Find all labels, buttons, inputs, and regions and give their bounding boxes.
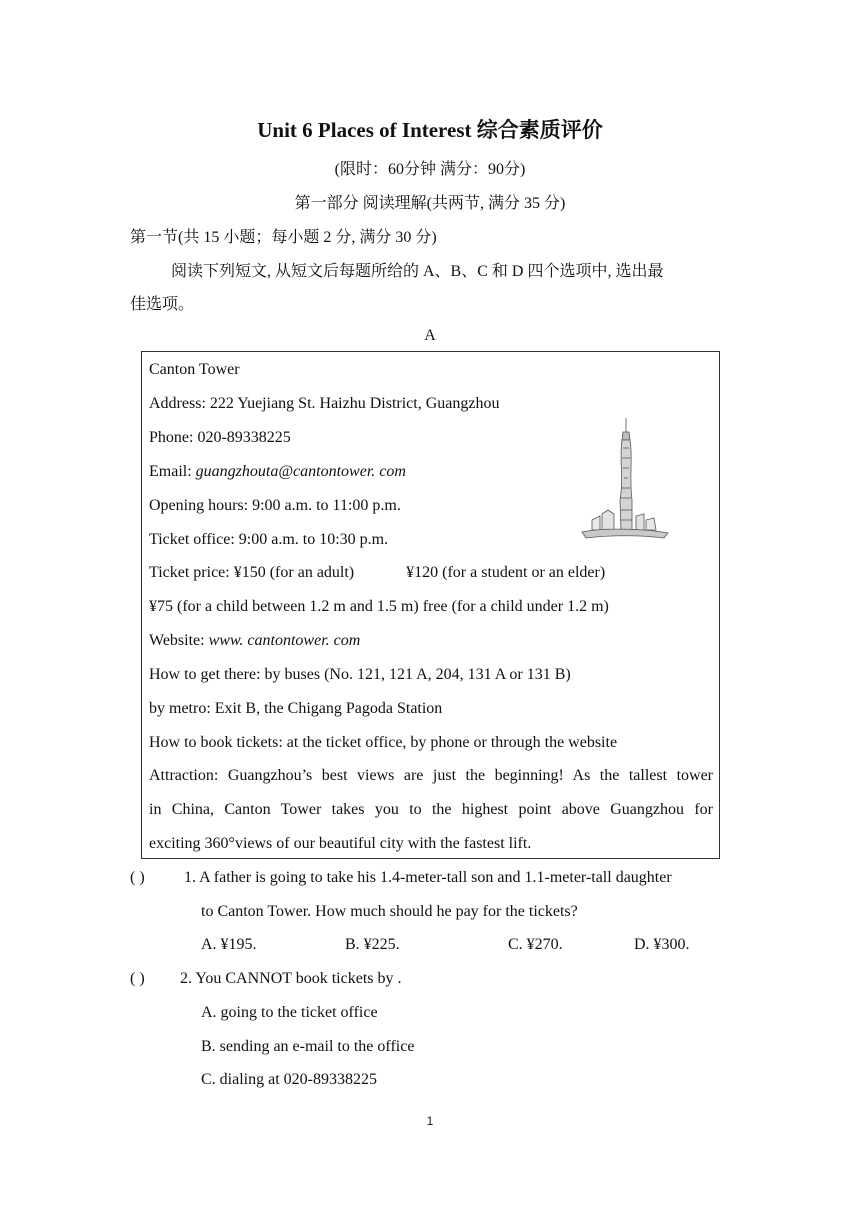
question-1-option-b: B. ¥225.: [345, 936, 400, 953]
price-adult: Ticket price: ¥150 (for an adult): [149, 564, 355, 581]
info-website: [149, 632, 713, 650]
question-2-stem: ( ) 2. You CANNOT book tickets by .: [130, 970, 402, 987]
page-number: 1: [426, 1114, 434, 1128]
info-price-line-1: [149, 564, 713, 582]
info-box: [141, 351, 720, 859]
passage-letter: A: [424, 327, 436, 344]
email-label: Email:: [149, 463, 196, 480]
instruction-line-2: 佳选项。: [130, 296, 195, 313]
question-2-option-c: C. dialing at 020-89338225: [201, 1071, 377, 1088]
question-2-option-a: A. going to the ticket office: [201, 1004, 378, 1021]
part-heading: 第一部分 阅读理解(共两节, 满分 35 分): [294, 195, 566, 212]
question-1-option-d: D. ¥300.: [634, 936, 690, 953]
info-metro: by metro: Exit B, the Chigang Pagoda Station: [149, 700, 443, 717]
info-booking: How to book tickets: at the ticket office, by phone or through the website: [149, 734, 618, 751]
time-score-limits: (限时：60分钟 满分：90分): [334, 161, 526, 178]
question-2-option-b: B. sending an e-mail to the office: [201, 1038, 415, 1055]
instruction-line-1: 阅读下列短文, 从短文后每题所给的 A、B、C 和 D 四个选项中, 选出最: [171, 263, 664, 280]
info-name: Canton Tower: [149, 361, 240, 378]
info-phone: Phone: 020-89338225: [149, 429, 291, 446]
info-opening-hours: Opening hours: 9:00 a.m. to 11:00 p.m.: [149, 497, 401, 514]
question-1-stem-line-2: to Canton Tower. How much should he pay for the tickets?: [201, 903, 578, 920]
price-student: ¥120 (for a student or an elder): [406, 564, 606, 581]
info-ticket-office: Ticket office: 9:00 a.m. to 10:30 p.m.: [149, 531, 389, 548]
info-attraction-line-1: Attraction: Guangzhou’s best views are just the beginning! As the tallest tower: [149, 767, 713, 784]
website-label: Website:: [149, 632, 209, 649]
email-value: guangzhouta@cantontower. com: [195, 463, 406, 480]
info-price-line-2: ¥75 (for a child between 1.2 m and 1.5 m) free (for a child under 1.2 m): [149, 598, 609, 615]
section-heading: 第一节(共 15 小题；每小题 2 分, 满分 30 分): [130, 229, 437, 246]
info-buses: How to get there: by buses (No. 121, 121 A, 204, 131 A or 131 B): [149, 666, 571, 683]
page-title: Unit 6 Places of Interest 综合素质评价: [257, 118, 603, 142]
answer-blank-1[interactable]: ( ): [130, 869, 145, 886]
question-1-option-a: A. ¥195.: [201, 936, 257, 953]
info-attraction-line-2: in China, Canton Tower takes you to the highest point above Guangzhou for: [149, 801, 713, 818]
question-1-stem-line-1: ( ) 1. A father is going to take his 1.4-meter-tall son and 1.1-meter-tall daughter: [130, 869, 672, 886]
info-address: Address: 222 Yuejiang St. Haizhu District, Guangzhou: [149, 395, 500, 412]
question-1-option-c: C. ¥270.: [508, 936, 563, 953]
canton-tower-illustration: [580, 418, 670, 542]
info-attraction-line-3: exciting 360°views of our beautiful city with the fastest lift.: [149, 835, 532, 852]
website-value: www. cantontower. com: [208, 632, 361, 649]
answer-blank-2[interactable]: ( ): [130, 970, 145, 987]
